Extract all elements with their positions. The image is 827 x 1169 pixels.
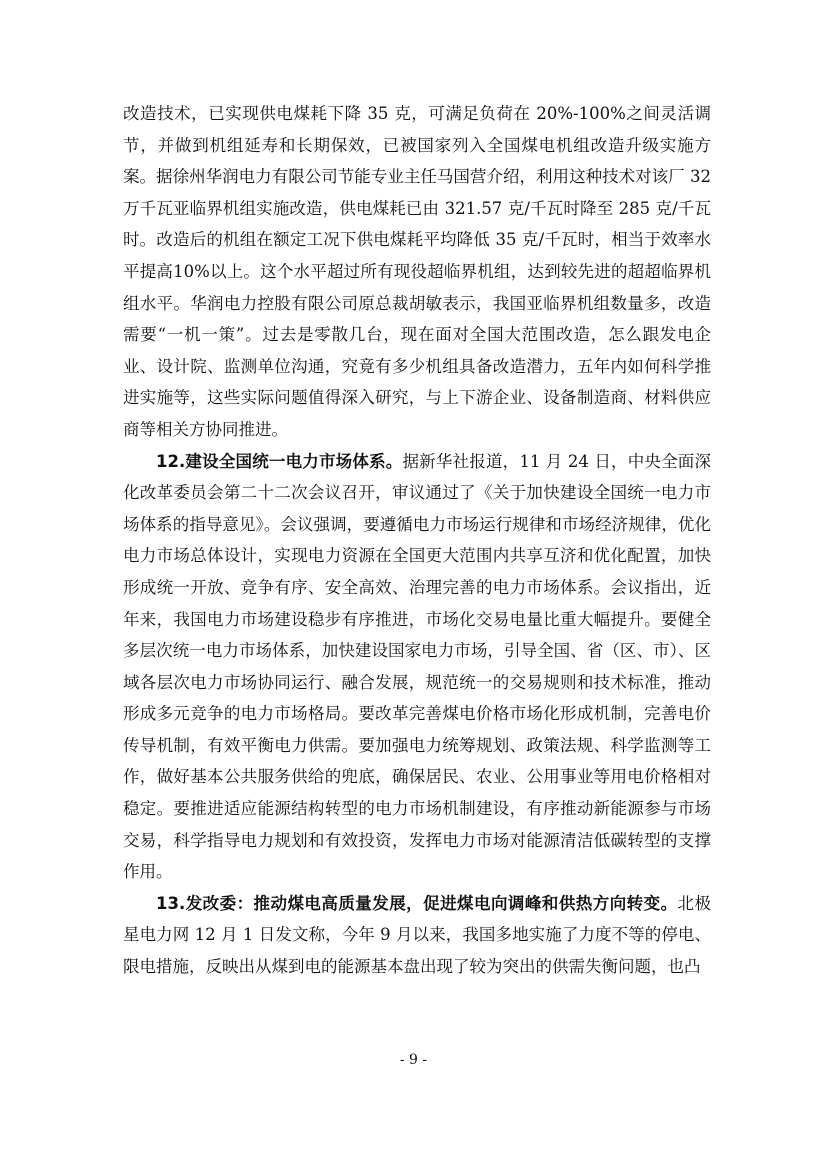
paragraph-item-12	[123, 446, 711, 888]
page-number: - 9 -	[399, 1052, 428, 1068]
document-body	[123, 98, 711, 983]
paragraph-item-13	[123, 888, 711, 983]
item-12-body: 据新华社报道，11 月 24 日，中央全面深化改革委员会第二十二次会议召开，审议通过了《关于加快建设全国统一电力市场体系的指导意见》。会议强调，要遵循电力市场运行规律和市场经济规律，优化电力市场总体设计，实现电力资源在全国更大范围内共享互济和优化配置，加快形成统一开放、竞争有序、安全高效、治理完善的电力市场体系。会议指出，近年来，我国电力市场建设稳步有序推进，市场化交易电量比重大幅提升。要健全多层次统一电力市场体系，加快建设国家电力市场，引导全国、省（区、市）、区域各层次电力市场协同运行、融合发展，规范统一的交易规则和技术标准，推动形成多元竞争的电力市场格局。要改革完善煤电价格市场化形成机制，完善电价传导机制，有效平衡电力供需。要加强电力统筹规划、政策法规、科学监测等工作，做好基本公共服务供给的兜底，确保居民、农业、公用事业等用电价格相对稳定。要推进适应能源结构转型的电力市场机制建设，有序推动新能源参与市场交易，科学指导电力规划和有效投资，发挥电力市场对能源清洁低碳转型的支撑作用。	[123, 451, 712, 882]
item-13-heading: 13.发改委：推动煤电高质量发展，促进煤电向调峰和供热方向转变。	[156, 893, 678, 913]
item-13-body: 北极星电力网 12 月 1 日发文称，今年 9 月以来，我国多地实施了力度不等的停电、限电措施，反映出从煤到电的能源基本盘出现了较为突出的供需失衡问题，也凸	[123, 893, 712, 977]
item-12-heading: 12.建设全国统一电力市场体系。	[156, 451, 403, 471]
paragraph-coal-retrofit: 改造技术，已实现供电煤耗下降 35 克，可满足负荷在 20%-100%之间灵活调节，并做到机组延寿和长期保效，已被国家列入全国煤电机组改造升级实施方案。据徐州华润电力有限公司节能专业主任马国营介绍，利用这种技术对该厂 32 万千瓦亚临界机组实施改造，供电煤耗已由 321.57 克/千瓦时降至 285 克/千瓦时。改造后的机组在额定工况下供电煤耗平均降低 35 克/千瓦时，相当于效率水平提高10%以上。这个水平超过所有现役超临界机组，达到较先进的超超临界机组水平。华润电力控股有限公司原总裁胡敏表示，我国亚临界机组数量多，改造需要“一机一策”。过去是零散几台，现在面对全国大范围改造，怎么跟发电企业、设计院、监测单位沟通，究竟有多少机组具备改造潜力，五年内如何科学推进实施等，这些实际问题值得深入研究，与上下游企业、设备制造商、材料供应商等相关方协同推进。	[123, 104, 711, 439]
